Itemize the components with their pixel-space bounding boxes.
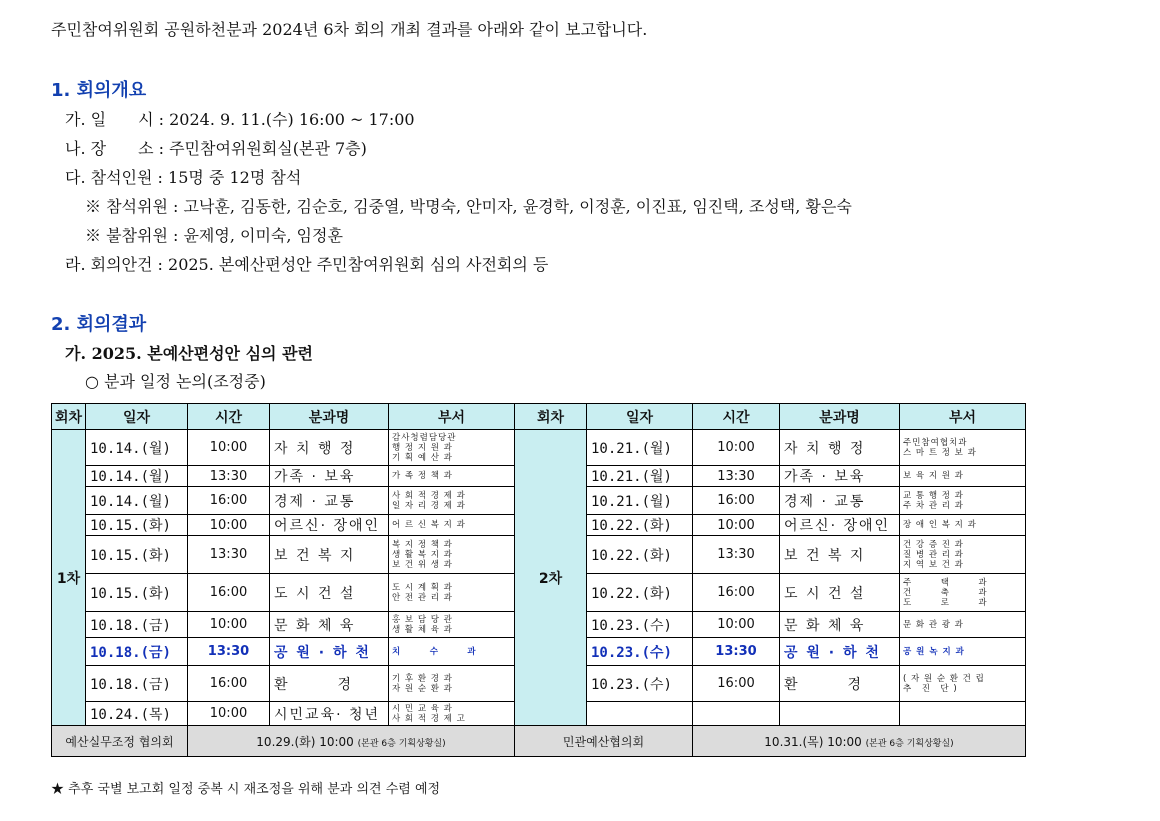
subcommittee-cell: 가족 · 보육 — [270, 466, 389, 487]
header-date: 일자 — [86, 404, 188, 430]
footer-value-1-location: (본관 6층 기획상황실) — [357, 738, 446, 749]
footer-label-2: 민관예산협의회 — [515, 726, 693, 757]
time-cell: 16:00 — [188, 487, 270, 515]
time-cell: 10:00 — [693, 430, 780, 466]
dept-cell: 문 화 관 광 과 — [900, 612, 1026, 638]
time-cell: 10:00 — [188, 515, 270, 536]
subcommittee-cell: 어르신· 장애인 — [780, 515, 900, 536]
overview-date: 가. 일 시 : 2024. 9. 11.(수) 16:00 ~ 17:00 — [65, 110, 415, 129]
date-cell: 10.15.(화) — [86, 574, 188, 612]
dept-cell: 공 원 녹 지 과 — [900, 638, 1026, 666]
time-cell: 16:00 — [693, 666, 780, 702]
overview-agenda: 라. 회의안건 : 2025. 본예산편성안 주민참여위원회 심의 사전회의 등 — [65, 255, 549, 274]
header-round: 회차 — [52, 404, 86, 430]
dept-cell: 어 르 신 복 지 과 — [389, 515, 515, 536]
subcommittee-cell: 보 건 복 지 — [270, 536, 389, 574]
dept-cell: 시 민 교 육 과 사 회 적 경 제 고 — [389, 702, 515, 726]
date-cell: 10.22.(화) — [587, 515, 693, 536]
dept-cell: 사 회 적 경 제 과 일 자 리 경 제 과 — [389, 487, 515, 515]
overview-place: 나. 장 소 : 주민참여위원회실(본관 7층) — [65, 139, 367, 158]
round-2-label: 2차 — [515, 430, 587, 726]
overview-attendees: ※ 참석위원 : 고낙훈, 김동한, 김순호, 김중열, 박명숙, 안미자, 윤경학, 이정훈, 이진표, 임진택, 조성택, 황은숙 — [85, 197, 852, 216]
time-cell: 10:00 — [188, 702, 270, 726]
footer-label-1: 예산실무조정 협의회 — [52, 726, 188, 757]
date-cell: 10.15.(화) — [86, 536, 188, 574]
header-time: 시간 — [693, 404, 780, 430]
dept-cell: 복 지 정 책 과 생 활 복 지 과 보 건 위 생 과 — [389, 536, 515, 574]
header-subcommittee: 분과명 — [270, 404, 389, 430]
subcommittee-cell: 공 원 · 하 천 — [270, 638, 389, 666]
overview-attendance: 다. 참석인원 : 15명 중 12명 참석 — [65, 168, 302, 187]
footer-value-1 — [188, 726, 515, 757]
date-cell: 10.18.(금) — [86, 638, 188, 666]
date-cell — [587, 702, 693, 726]
dept-cell: 교 통 행 정 과 주 차 관 리 과 — [900, 487, 1026, 515]
table-row — [52, 430, 1026, 466]
dept-cell: 감사청렴담당관 행 정 지 원 과 기 획 예 산 과 — [389, 430, 515, 466]
header-time: 시간 — [188, 404, 270, 430]
table-footer-row — [52, 726, 1026, 757]
date-cell: 10.14.(월) — [86, 466, 188, 487]
subcommittee-cell: 자 치 행 정 — [780, 430, 900, 466]
date-cell: 10.24.(목) — [86, 702, 188, 726]
date-cell: 10.22.(화) — [587, 574, 693, 612]
subcommittee-cell: 자 치 행 정 — [270, 430, 389, 466]
dept-cell: 주민참여협치과 스 마 트 정 보 과 — [900, 430, 1026, 466]
footer-value-1-main: 10.29.(화) 10:00 — [256, 734, 354, 749]
date-cell: 10.14.(월) — [86, 487, 188, 515]
time-cell: 13:30 — [693, 536, 780, 574]
subcommittee-cell: 환 경 — [780, 666, 900, 702]
subcommittee-cell: 도 시 건 설 — [270, 574, 389, 612]
subcommittee-cell: 보 건 복 지 — [780, 536, 900, 574]
footnote: ★ 추후 국별 보고회 일정 중복 시 재조정을 위해 분과 의견 수렴 예정 — [51, 782, 441, 797]
time-cell: 16:00 — [188, 574, 270, 612]
overview-absentees: ※ 불참위원 : 윤제영, 이미숙, 임정훈 — [85, 226, 343, 245]
dept-cell: 건 강 증 진 과 질 병 관 리 과 지 역 보 건 과 — [900, 536, 1026, 574]
date-cell: 10.15.(화) — [86, 515, 188, 536]
footer-value-2-main: 10.31.(목) 10:00 — [764, 734, 862, 749]
intro-text: 주민참여위원회 공원하천분과 2024년 6차 회의 개최 결과를 아래와 같이 보고합니다. — [51, 20, 648, 39]
date-cell: 10.21.(월) — [587, 466, 693, 487]
date-cell: 10.22.(화) — [587, 536, 693, 574]
section2-subtitle: 가. 2025. 본예산편성안 심의 관련 — [65, 344, 313, 363]
time-cell: 10:00 — [693, 612, 780, 638]
dept-cell: 홍 보 담 당 관 생 활 체 육 과 — [389, 612, 515, 638]
subcommittee-cell: 경제 · 교통 — [270, 487, 389, 515]
date-cell: 10.23.(수) — [587, 612, 693, 638]
dept-cell: 기 후 환 경 과 자 원 순 환 과 — [389, 666, 515, 702]
dept-cell: 주 택 과 건 축 과 도 로 과 — [900, 574, 1026, 612]
time-cell: 13:30 — [188, 536, 270, 574]
dept-cell: 치 수 과 — [389, 638, 515, 666]
schedule-table — [51, 403, 1026, 757]
dept-cell: 장 애 인 복 지 과 — [900, 515, 1026, 536]
footer-value-2 — [693, 726, 1026, 757]
dept-cell: 도 시 계 획 과 안 전 관 리 과 — [389, 574, 515, 612]
time-cell: 13:30 — [693, 638, 780, 666]
date-cell: 10.23.(수) — [587, 638, 693, 666]
subcommittee-cell: 경제 · 교통 — [780, 487, 900, 515]
header-subcommittee: 분과명 — [780, 404, 900, 430]
date-cell: 10.21.(월) — [587, 487, 693, 515]
date-cell: 10.14.(월) — [86, 430, 188, 466]
subcommittee-cell: 문 화 체 육 — [780, 612, 900, 638]
subcommittee-cell: 문 화 체 육 — [270, 612, 389, 638]
time-cell — [693, 702, 780, 726]
dept-cell: 가 족 정 책 과 — [389, 466, 515, 487]
subcommittee-cell: 환 경 — [270, 666, 389, 702]
subcommittee-cell: 공 원 · 하 천 — [780, 638, 900, 666]
time-cell: 13:30 — [188, 638, 270, 666]
subcommittee-cell: 시민교육· 청년 — [270, 702, 389, 726]
dept-cell: ( 자 원 순 환 건 립 추 진 단 ) — [900, 666, 1026, 702]
header-dept: 부서 — [900, 404, 1026, 430]
section2-bullet: ○ 분과 일정 논의(조정중) — [85, 372, 266, 391]
subcommittee-cell: 가족 · 보육 — [780, 466, 900, 487]
header-dept: 부서 — [389, 404, 515, 430]
dept-cell: 보 육 지 원 과 — [900, 466, 1026, 487]
date-cell: 10.18.(금) — [86, 666, 188, 702]
subcommittee-cell: 어르신· 장애인 — [270, 515, 389, 536]
subcommittee-cell: 도 시 건 설 — [780, 574, 900, 612]
dept-cell — [900, 702, 1026, 726]
time-cell: 16:00 — [693, 487, 780, 515]
time-cell: 10:00 — [693, 515, 780, 536]
date-cell: 10.21.(월) — [587, 430, 693, 466]
round-1-label: 1차 — [52, 430, 86, 726]
table-header-row — [52, 404, 1026, 430]
subcommittee-cell — [780, 702, 900, 726]
section1-title: 1. 회의개요 — [51, 80, 147, 101]
time-cell: 16:00 — [693, 574, 780, 612]
time-cell: 10:00 — [188, 430, 270, 466]
header-round: 회차 — [515, 404, 587, 430]
footer-value-2-location: (본관 6층 기획상황실) — [865, 738, 954, 749]
time-cell: 16:00 — [188, 666, 270, 702]
time-cell: 13:30 — [188, 466, 270, 487]
date-cell: 10.23.(수) — [587, 666, 693, 702]
date-cell: 10.18.(금) — [86, 612, 188, 638]
time-cell: 13:30 — [693, 466, 780, 487]
section2-title: 2. 회의결과 — [51, 314, 147, 335]
time-cell: 10:00 — [188, 612, 270, 638]
header-date: 일자 — [587, 404, 693, 430]
